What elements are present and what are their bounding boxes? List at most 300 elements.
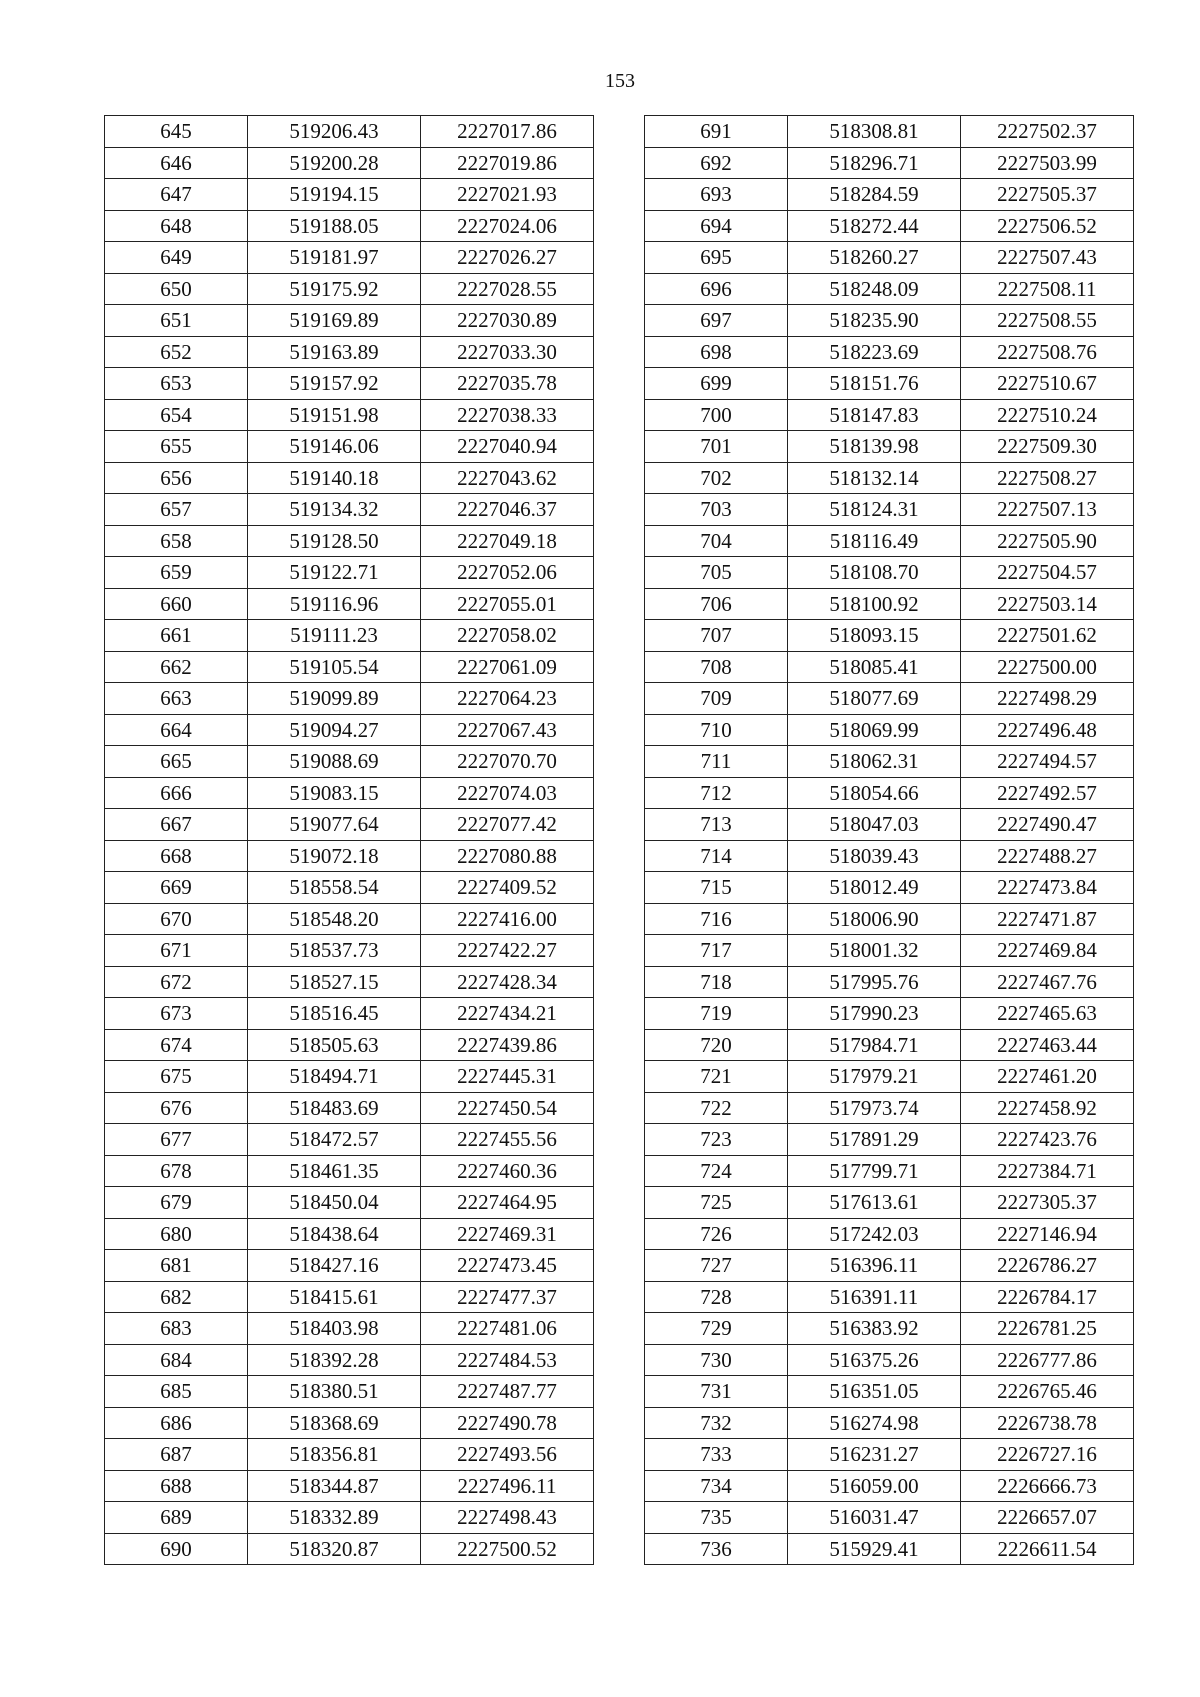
point-number-cell: 651 [105,305,248,337]
x-coordinate-cell: 516383.92 [788,1313,961,1345]
x-coordinate-cell: 518085.41 [788,651,961,683]
table-row [645,840,1134,872]
y-coordinate-cell: 2227509.30 [961,431,1134,463]
y-coordinate-cell: 2227477.37 [421,1281,594,1313]
point-number-cell: 723 [645,1124,788,1156]
x-coordinate-cell: 518332.89 [248,1502,421,1534]
x-coordinate-cell: 518344.87 [248,1470,421,1502]
point-number-cell: 714 [645,840,788,872]
y-coordinate-cell: 2226666.73 [961,1470,1134,1502]
y-coordinate-cell: 2227504.57 [961,557,1134,589]
x-coordinate-cell: 517990.23 [788,998,961,1030]
x-coordinate-cell: 518039.43 [788,840,961,872]
table-row [105,179,594,211]
table-row [645,557,1134,589]
y-coordinate-cell: 2227508.76 [961,336,1134,368]
table-row [105,368,594,400]
y-coordinate-cell: 2227488.27 [961,840,1134,872]
table-row [105,1124,594,1156]
point-number-cell: 664 [105,714,248,746]
table-row [105,336,594,368]
point-number-cell: 708 [645,651,788,683]
point-number-cell: 679 [105,1187,248,1219]
x-coordinate-cell: 518223.69 [788,336,961,368]
table-row [105,1187,594,1219]
table-row [105,242,594,274]
table-row [645,242,1134,274]
y-coordinate-cell: 2227458.92 [961,1092,1134,1124]
x-coordinate-cell: 516274.98 [788,1407,961,1439]
table-row [645,683,1134,715]
y-coordinate-cell: 2227469.84 [961,935,1134,967]
x-coordinate-cell: 519151.98 [248,399,421,431]
table-row [105,998,594,1030]
point-number-cell: 735 [645,1502,788,1534]
point-number-cell: 718 [645,966,788,998]
point-number-cell: 717 [645,935,788,967]
y-coordinate-cell: 2227422.27 [421,935,594,967]
x-coordinate-cell: 516391.11 [788,1281,961,1313]
x-coordinate-cell: 518461.35 [248,1155,421,1187]
point-number-cell: 667 [105,809,248,841]
table-row [645,147,1134,179]
table-row [645,431,1134,463]
point-number-cell: 731 [645,1376,788,1408]
point-number-cell: 727 [645,1250,788,1282]
y-coordinate-cell: 2227061.09 [421,651,594,683]
x-coordinate-cell: 517973.74 [788,1092,961,1124]
table-row [105,1502,594,1534]
point-number-cell: 645 [105,116,248,148]
x-coordinate-cell: 518272.44 [788,210,961,242]
table-row [645,746,1134,778]
table-row [645,620,1134,652]
x-coordinate-cell: 518494.71 [248,1061,421,1093]
y-coordinate-cell: 2227463.44 [961,1029,1134,1061]
x-coordinate-cell: 516351.05 [788,1376,961,1408]
y-coordinate-cell: 2227503.99 [961,147,1134,179]
table-row [645,966,1134,998]
y-coordinate-cell: 2227464.95 [421,1187,594,1219]
point-number-cell: 687 [105,1439,248,1471]
x-coordinate-cell: 518527.15 [248,966,421,998]
y-coordinate-cell: 2227070.70 [421,746,594,778]
point-number-cell: 675 [105,1061,248,1093]
x-coordinate-cell: 518047.03 [788,809,961,841]
table-row [105,147,594,179]
point-number-cell: 689 [105,1502,248,1534]
x-coordinate-cell: 518438.64 [248,1218,421,1250]
y-coordinate-cell: 2227434.21 [421,998,594,1030]
table-row [105,1218,594,1250]
y-coordinate-cell: 2226777.86 [961,1344,1134,1376]
y-coordinate-cell: 2227017.86 [421,116,594,148]
table-row [105,557,594,589]
y-coordinate-cell: 2227490.78 [421,1407,594,1439]
table-row [645,651,1134,683]
y-coordinate-cell: 2227494.57 [961,746,1134,778]
x-coordinate-cell: 518001.32 [788,935,961,967]
table-row [105,1281,594,1313]
table-row [105,1344,594,1376]
y-coordinate-cell: 2227445.31 [421,1061,594,1093]
table-row [645,305,1134,337]
x-coordinate-cell: 519122.71 [248,557,421,589]
x-coordinate-cell: 518548.20 [248,903,421,935]
y-coordinate-cell: 2227052.06 [421,557,594,589]
point-number-cell: 701 [645,431,788,463]
x-coordinate-cell: 519116.96 [248,588,421,620]
point-number-cell: 716 [645,903,788,935]
point-number-cell: 694 [645,210,788,242]
point-number-cell: 730 [645,1344,788,1376]
y-coordinate-cell: 2227508.55 [961,305,1134,337]
x-coordinate-cell: 519077.64 [248,809,421,841]
table-row [105,651,594,683]
point-number-cell: 726 [645,1218,788,1250]
y-coordinate-cell: 2227465.63 [961,998,1134,1030]
point-number-cell: 703 [645,494,788,526]
table-row [645,210,1134,242]
y-coordinate-cell: 2226784.17 [961,1281,1134,1313]
table-row [105,525,594,557]
point-number-cell: 709 [645,683,788,715]
x-coordinate-cell: 518368.69 [248,1407,421,1439]
y-coordinate-cell: 2227467.76 [961,966,1134,998]
point-number-cell: 652 [105,336,248,368]
point-number-cell: 724 [645,1155,788,1187]
y-coordinate-cell: 2227305.37 [961,1187,1134,1219]
x-coordinate-cell: 518147.83 [788,399,961,431]
table-row [105,462,594,494]
x-coordinate-cell: 518132.14 [788,462,961,494]
table-row [645,809,1134,841]
point-number-cell: 654 [105,399,248,431]
y-coordinate-cell: 2227503.14 [961,588,1134,620]
table-row [645,494,1134,526]
x-coordinate-cell: 519111.23 [248,620,421,652]
x-coordinate-cell: 518012.49 [788,872,961,904]
point-number-cell: 733 [645,1439,788,1471]
y-coordinate-cell: 2226738.78 [961,1407,1134,1439]
x-coordinate-cell: 517242.03 [788,1218,961,1250]
x-coordinate-cell: 517984.71 [788,1029,961,1061]
point-number-cell: 648 [105,210,248,242]
x-coordinate-cell: 519128.50 [248,525,421,557]
point-number-cell: 728 [645,1281,788,1313]
coordinate-table-right [644,115,1134,1565]
table-row [645,1124,1134,1156]
x-coordinate-cell: 519105.54 [248,651,421,683]
y-coordinate-cell: 2226611.54 [961,1533,1134,1565]
y-coordinate-cell: 2227481.06 [421,1313,594,1345]
x-coordinate-cell: 519072.18 [248,840,421,872]
y-coordinate-cell: 2227067.43 [421,714,594,746]
point-number-cell: 691 [645,116,788,148]
table-row [645,998,1134,1030]
point-number-cell: 705 [645,557,788,589]
y-coordinate-cell: 2227505.37 [961,179,1134,211]
x-coordinate-cell: 518450.04 [248,1187,421,1219]
y-coordinate-cell: 2227046.37 [421,494,594,526]
table-row [645,1155,1134,1187]
x-coordinate-cell: 518537.73 [248,935,421,967]
point-number-cell: 649 [105,242,248,274]
y-coordinate-cell: 2227461.20 [961,1061,1134,1093]
table-row [645,179,1134,211]
point-number-cell: 712 [645,777,788,809]
table-row [105,399,594,431]
y-coordinate-cell: 2227019.86 [421,147,594,179]
x-coordinate-cell: 518069.99 [788,714,961,746]
y-coordinate-cell: 2227487.77 [421,1376,594,1408]
y-coordinate-cell: 2227502.37 [961,116,1134,148]
x-coordinate-cell: 518505.63 [248,1029,421,1061]
table-row [105,809,594,841]
y-coordinate-cell: 2227423.76 [961,1124,1134,1156]
table-row [645,1092,1134,1124]
table-row [645,368,1134,400]
point-number-cell: 662 [105,651,248,683]
x-coordinate-cell: 518260.27 [788,242,961,274]
table-row [105,903,594,935]
x-coordinate-cell: 518472.57 [248,1124,421,1156]
table-row [105,872,594,904]
table-row [105,1029,594,1061]
point-number-cell: 656 [105,462,248,494]
x-coordinate-cell: 518139.98 [788,431,961,463]
table-row [645,714,1134,746]
y-coordinate-cell: 2227409.52 [421,872,594,904]
table-row [105,777,594,809]
table-row [105,1376,594,1408]
point-number-cell: 698 [645,336,788,368]
table-row [645,336,1134,368]
point-number-cell: 707 [645,620,788,652]
x-coordinate-cell: 516231.27 [788,1439,961,1471]
point-number-cell: 668 [105,840,248,872]
y-coordinate-cell: 2227055.01 [421,588,594,620]
point-number-cell: 692 [645,147,788,179]
y-coordinate-cell: 2227498.43 [421,1502,594,1534]
table-row [645,1407,1134,1439]
point-number-cell: 729 [645,1313,788,1345]
point-number-cell: 695 [645,242,788,274]
y-coordinate-cell: 2227030.89 [421,305,594,337]
x-coordinate-cell: 518108.70 [788,557,961,589]
x-coordinate-cell: 519134.32 [248,494,421,526]
table-row [105,494,594,526]
table-row [645,116,1134,148]
x-coordinate-cell: 518356.81 [248,1439,421,1471]
y-coordinate-cell: 2227501.62 [961,620,1134,652]
table-row [105,116,594,148]
y-coordinate-cell: 2227508.11 [961,273,1134,305]
y-coordinate-cell: 2227473.45 [421,1250,594,1282]
point-number-cell: 682 [105,1281,248,1313]
y-coordinate-cell: 2227510.67 [961,368,1134,400]
page-number: 153 [605,70,635,92]
point-number-cell: 665 [105,746,248,778]
y-coordinate-cell: 2227507.13 [961,494,1134,526]
table-row [105,273,594,305]
point-number-cell: 736 [645,1533,788,1565]
point-number-cell: 713 [645,809,788,841]
x-coordinate-cell: 519140.18 [248,462,421,494]
x-coordinate-cell: 519083.15 [248,777,421,809]
point-number-cell: 680 [105,1218,248,1250]
point-number-cell: 704 [645,525,788,557]
point-number-cell: 690 [105,1533,248,1565]
table-row [645,935,1134,967]
x-coordinate-cell: 519175.92 [248,273,421,305]
table-row [645,1533,1134,1565]
x-coordinate-cell: 518308.81 [788,116,961,148]
point-number-cell: 693 [645,179,788,211]
table-row [105,683,594,715]
point-number-cell: 683 [105,1313,248,1345]
table-row [645,1187,1134,1219]
x-coordinate-cell: 518483.69 [248,1092,421,1124]
table-row [105,431,594,463]
point-number-cell: 721 [645,1061,788,1093]
table-row [645,1218,1134,1250]
table-row [105,1313,594,1345]
point-number-cell: 655 [105,431,248,463]
table-row [645,1344,1134,1376]
y-coordinate-cell: 2227460.36 [421,1155,594,1187]
x-coordinate-cell: 519088.69 [248,746,421,778]
table-row [105,1155,594,1187]
point-number-cell: 684 [105,1344,248,1376]
x-coordinate-cell: 518093.15 [788,620,961,652]
y-coordinate-cell: 2227428.34 [421,966,594,998]
point-number-cell: 676 [105,1092,248,1124]
table-row [645,399,1134,431]
x-coordinate-cell: 517891.29 [788,1124,961,1156]
x-coordinate-cell: 517613.61 [788,1187,961,1219]
point-number-cell: 725 [645,1187,788,1219]
y-coordinate-cell: 2227508.27 [961,462,1134,494]
table-row [105,1061,594,1093]
x-coordinate-cell: 518151.76 [788,368,961,400]
table-row [645,1029,1134,1061]
point-number-cell: 685 [105,1376,248,1408]
x-coordinate-cell: 518077.69 [788,683,961,715]
x-coordinate-cell: 519157.92 [248,368,421,400]
x-coordinate-cell: 516059.00 [788,1470,961,1502]
point-number-cell: 706 [645,588,788,620]
point-number-cell: 660 [105,588,248,620]
y-coordinate-cell: 2227026.27 [421,242,594,274]
point-number-cell: 678 [105,1155,248,1187]
y-coordinate-cell: 2227490.47 [961,809,1134,841]
table-row [645,273,1134,305]
y-coordinate-cell: 2227058.02 [421,620,594,652]
x-coordinate-cell: 518062.31 [788,746,961,778]
y-coordinate-cell: 2227506.52 [961,210,1134,242]
x-coordinate-cell: 518380.51 [248,1376,421,1408]
x-coordinate-cell: 518100.92 [788,588,961,620]
x-coordinate-cell: 519200.28 [248,147,421,179]
table-row [645,525,1134,557]
table-row [105,305,594,337]
x-coordinate-cell: 516031.47 [788,1502,961,1534]
x-coordinate-cell: 518124.31 [788,494,961,526]
x-coordinate-cell: 519181.97 [248,242,421,274]
point-number-cell: 659 [105,557,248,589]
x-coordinate-cell: 517979.21 [788,1061,961,1093]
y-coordinate-cell: 2226765.46 [961,1376,1134,1408]
point-number-cell: 673 [105,998,248,1030]
y-coordinate-cell: 2227064.23 [421,683,594,715]
x-coordinate-cell: 518054.66 [788,777,961,809]
x-coordinate-cell: 519146.06 [248,431,421,463]
point-number-cell: 681 [105,1250,248,1282]
table-row [105,714,594,746]
y-coordinate-cell: 2227028.55 [421,273,594,305]
table-row [105,1439,594,1471]
y-coordinate-cell: 2227080.88 [421,840,594,872]
x-coordinate-cell: 519169.89 [248,305,421,337]
point-number-cell: 697 [645,305,788,337]
y-coordinate-cell: 2227496.48 [961,714,1134,746]
y-coordinate-cell: 2227033.30 [421,336,594,368]
point-number-cell: 702 [645,462,788,494]
point-number-cell: 661 [105,620,248,652]
point-number-cell: 657 [105,494,248,526]
point-number-cell: 647 [105,179,248,211]
y-coordinate-cell: 2227439.86 [421,1029,594,1061]
y-coordinate-cell: 2227021.93 [421,179,594,211]
table-row [645,1250,1134,1282]
point-number-cell: 696 [645,273,788,305]
table-row [105,840,594,872]
table-row [645,1281,1134,1313]
table-row [645,1061,1134,1093]
point-number-cell: 653 [105,368,248,400]
x-coordinate-cell: 519099.89 [248,683,421,715]
table-row [105,1407,594,1439]
x-coordinate-cell: 519094.27 [248,714,421,746]
table-row [645,1376,1134,1408]
y-coordinate-cell: 2227492.57 [961,777,1134,809]
y-coordinate-cell: 2227510.24 [961,399,1134,431]
y-coordinate-cell: 2227049.18 [421,525,594,557]
point-number-cell: 722 [645,1092,788,1124]
table-row [105,935,594,967]
point-number-cell: 672 [105,966,248,998]
point-number-cell: 719 [645,998,788,1030]
table-row [105,1470,594,1502]
x-coordinate-cell: 516375.26 [788,1344,961,1376]
x-coordinate-cell: 518320.87 [248,1533,421,1565]
point-number-cell: 670 [105,903,248,935]
point-number-cell: 671 [105,935,248,967]
x-coordinate-cell: 517799.71 [788,1155,961,1187]
x-coordinate-cell: 518558.54 [248,872,421,904]
table-row [645,903,1134,935]
point-number-cell: 669 [105,872,248,904]
y-coordinate-cell: 2227471.87 [961,903,1134,935]
y-coordinate-cell: 2227469.31 [421,1218,594,1250]
x-coordinate-cell: 519163.89 [248,336,421,368]
y-coordinate-cell: 2227146.94 [961,1218,1134,1250]
table-row [645,1313,1134,1345]
x-coordinate-cell: 518296.71 [788,147,961,179]
point-number-cell: 646 [105,147,248,179]
y-coordinate-cell: 2226786.27 [961,1250,1134,1282]
